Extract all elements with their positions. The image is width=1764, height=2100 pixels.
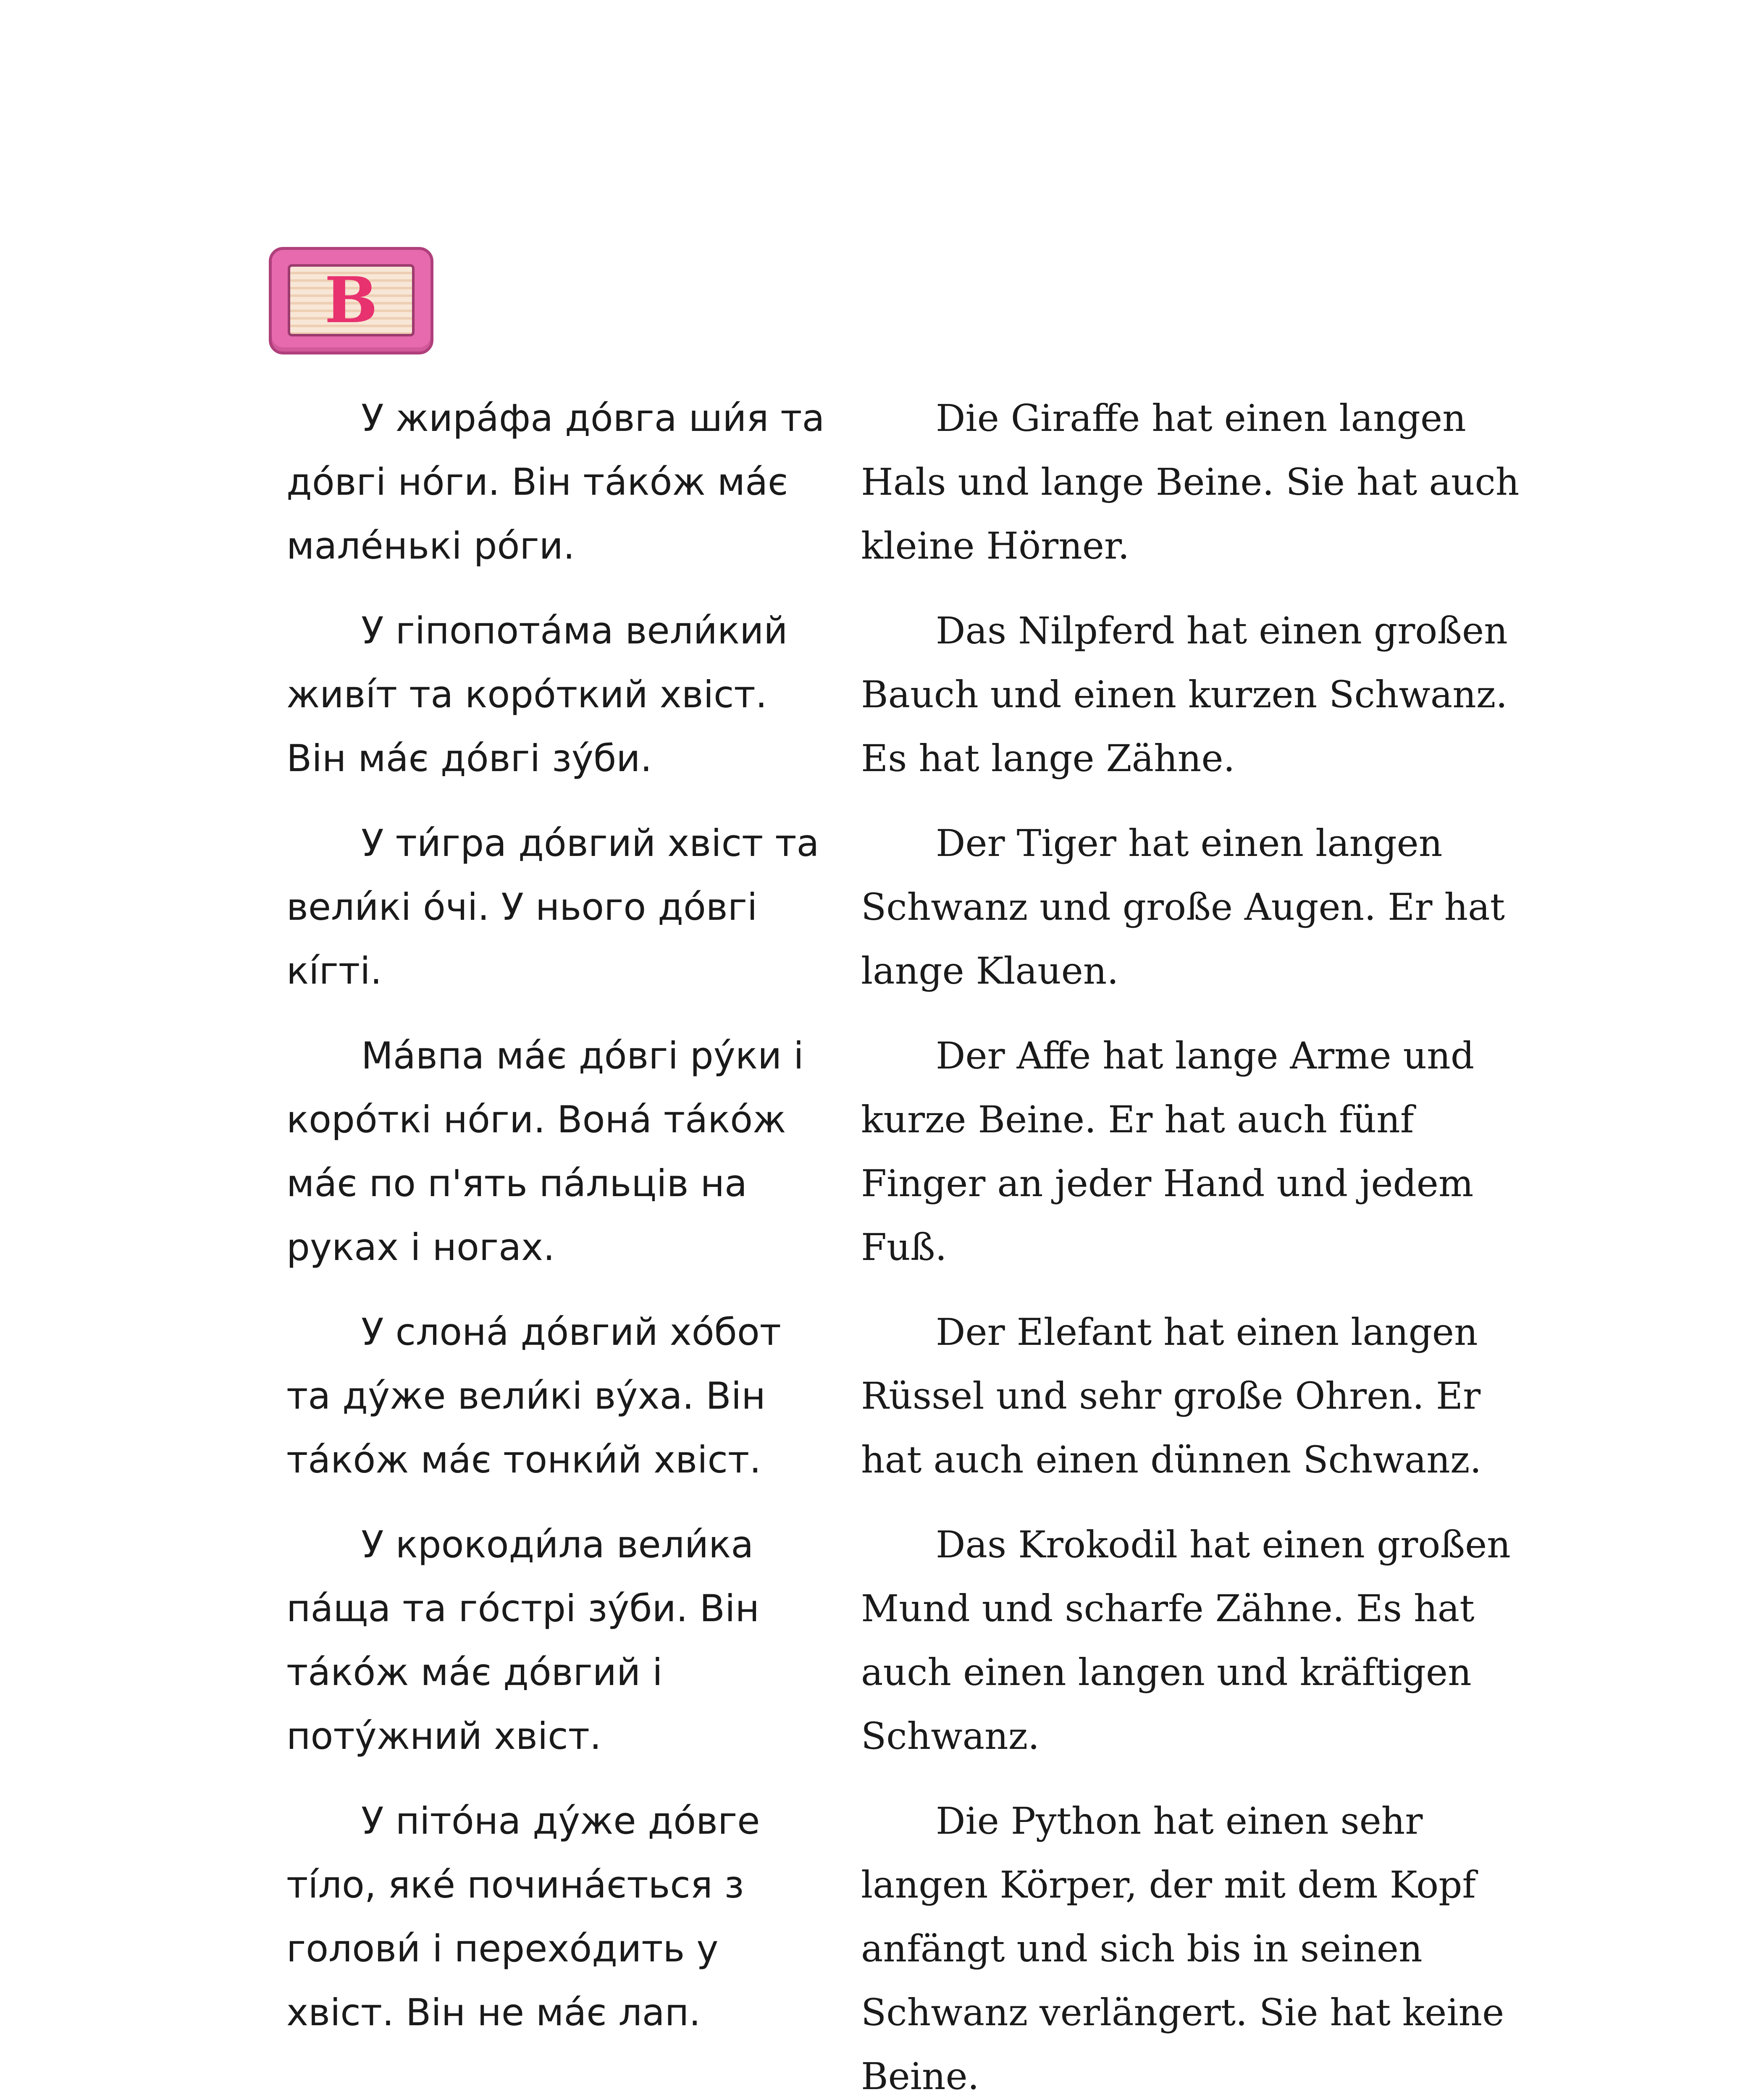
german-paragraph-elephant: Der Elefant hat einen langen Rüssel und sehr große Ohren. Er hat auch einen dünnen Schwanz. (861, 1310, 1482, 1481)
letter-badge (269, 247, 433, 354)
ukrainian-paragraph-elephant: У слона́ до́вгий хо́бот та ду́же вели́кі ву́ха. Він та́ко́ж ма́є тонки́й хвіст. (286, 1310, 781, 1481)
ukrainian-paragraph-giraffe: У жира́фа до́вга ши́я та до́вгі но́ги. Він та́ко́ж ма́є мале́нькі ро́ги. (286, 396, 825, 567)
ukrainian-column (286, 386, 832, 2066)
german-paragraph-tiger: Der Tiger hat einen langen Schwanz und große Augen. Er hat lange Klauen. (861, 822, 1505, 992)
german-paragraph-python: Die Python hat einen sehr langen Körper, der mit dem Kopf anfängt und sich bis in seinen Schwanz verlängert. Sie hat keine Beine. (861, 1799, 1504, 2098)
ukrainian-paragraph-monkey: Ма́впа ма́є до́вгі ру́ки і коро́ткі но́ги. Вона́ та́ко́ж ма́є по п'ять па́льців на руках і ногах. (286, 1034, 804, 1269)
german-paragraph-monkey: Der Affe hat lange Arme und kurze Beine. Er hat auch fünf Finger an jeder Hand und jedem Fuß. (861, 1034, 1475, 1269)
german-paragraph-crocodile: Das Krokodil hat einen großen Mund und scharfe Zähne. Es hat auch einen langen und kräftigen Schwanz. (861, 1523, 1511, 1758)
ukrainian-paragraph-hippo: У гіпопота́ма вели́кий живі́т та коро́ткий хвіст. Він ма́є до́вгі зу́би. (286, 609, 788, 780)
ukrainian-paragraph-crocodile: У крокоди́ла вели́ка па́ща та го́стрі зу́би. Він та́ко́ж ма́є до́вгий і поту́жний хвіст. (286, 1523, 760, 1758)
ukrainian-paragraph-python: У піто́на ду́же до́вге ті́ло, яке́ почина́ється з голови́ і перехо́дить у хвіст. Він не ма́є лап. (286, 1799, 760, 2034)
letter-badge-panel (288, 264, 415, 336)
german-paragraph-giraffe: Die Giraffe hat einen langen Hals und lange Beine. Sie hat auch kleine Hörner. (861, 396, 1520, 567)
german-paragraph-hippo: Das Nilpferd hat einen großen Bauch und einen kurzen Schwanz. Es hat lange Zähne. (861, 609, 1508, 780)
german-column (861, 386, 1537, 2100)
ukrainian-paragraph-tiger: У ти́гра до́вгий хвіст та вели́кі о́чі. У нього до́вгі кі́гті. (286, 822, 819, 992)
letter-badge-letter: B (324, 263, 378, 337)
